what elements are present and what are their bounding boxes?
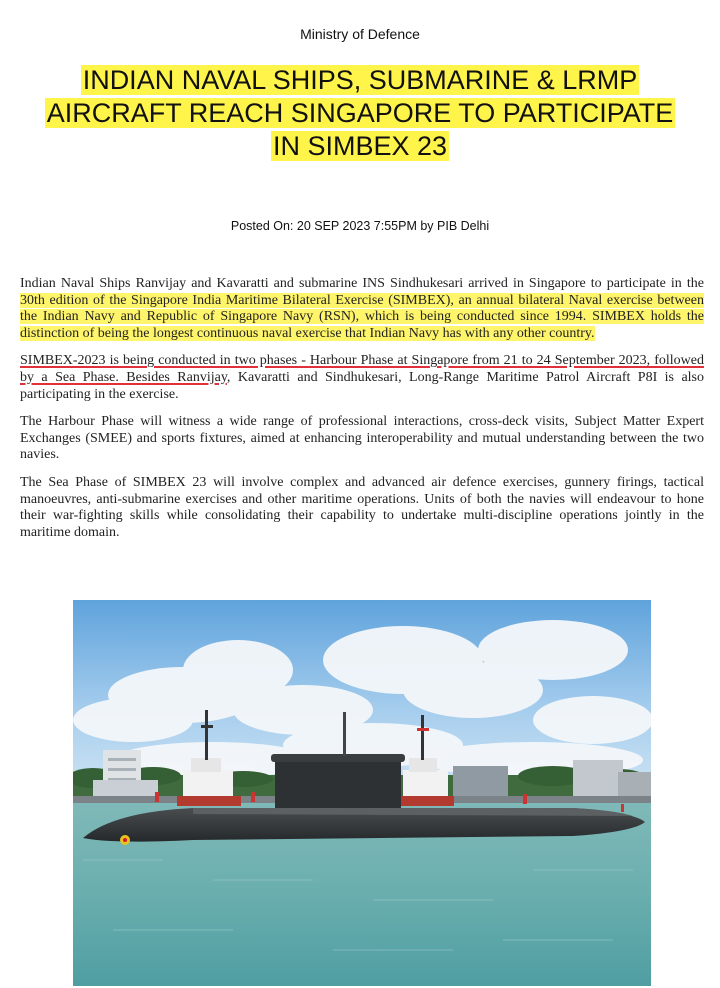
title-line-3: IN SIMBEX 23 [272,131,448,161]
title-line-2: AIRCRAFT REACH SINGAPORE TO PARTICIPATE [46,98,674,128]
paragraph-4: The Sea Phase of SIMBEX 23 will involve complex and advanced air defence exercises, gunnery firings, tactical manoeuvres, anti-submarine exercises and other maritime operations. Units of both the navies will endeavour to hone their war-fighting skills while consolidating their capability to undertake multi-discipline operations jointly in the maritime domain. [20,474,704,540]
paragraph-1-start: Indian Naval Ships Ranvijay and Kavaratti and submarine INS Sindhukesari arrived in Singapore to participate in the [20,276,704,291]
paragraph-1 [20,276,704,342]
submarine-photo [73,600,651,986]
article-body [20,276,704,552]
paragraph-2-underlined: SIMBEX-2023 is being conducted in two phases - Harbour Phase at Singapore from 21 to 24 September 2023, followed by a Sea Phase. Besides Ranvijay [20,353,704,385]
ministry-label: Ministry of Defence [300,26,420,42]
title-line-1: INDIAN NAVAL SHIPS, SUBMARINE & LRMP [82,65,638,95]
posted-info: Posted On: 20 SEP 2023 7:55PM by PIB Delhi [230,219,490,233]
paragraph-1-highlight: 30th edition of the Singapore India Maritime Bilateral Exercise (SIMBEX), an annual bilateral Naval exercise between the Indian Navy and Republic of Singapore Navy (RSN), which is being conducted since 1994. SIMBEX holds the distinction of being the longest continuous naval exercise that Indian Navy has with any other country. [20,292,704,341]
paragraph-3: The Harbour Phase will witness a wide range of professional interactions, cross-deck visits, Subject Matter Expert Exchanges (SMEE) and sports fixtures, aimed at enhancing interoperability and mutual understanding between the two navies. [20,414,704,463]
paragraph-2-rest: , Kavaratti and Sindhukesari, Long-Range Maritime Patrol Aircraft P8I is also participating in the exercise. [20,369,704,402]
paragraph-2 [20,353,704,403]
page-title [10,64,710,163]
